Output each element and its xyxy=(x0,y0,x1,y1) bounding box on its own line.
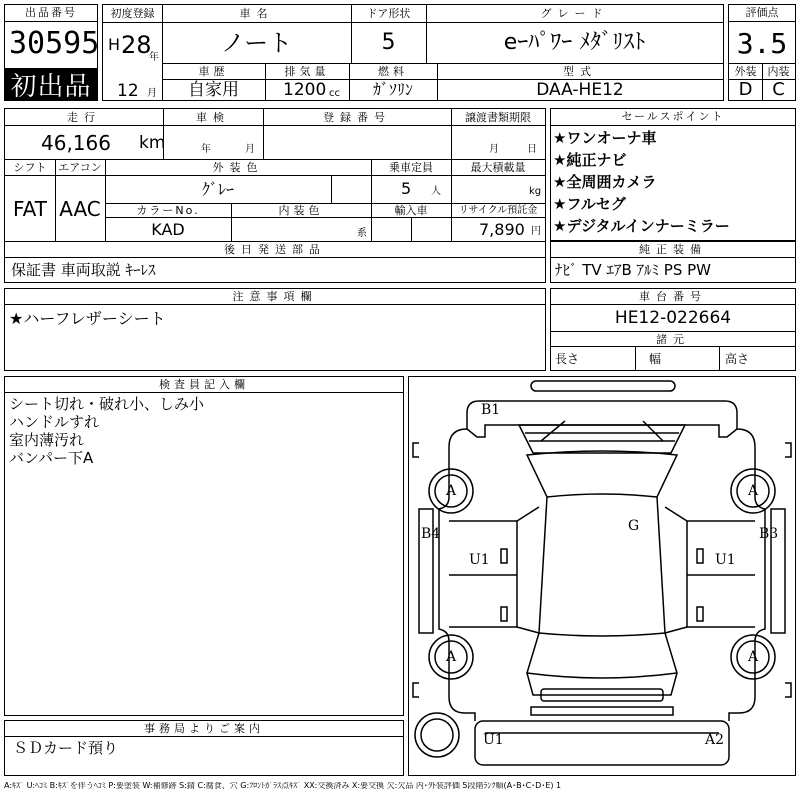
history-label: 車歴 xyxy=(198,65,229,78)
mark-b3: B3 xyxy=(759,526,779,542)
mileage-unit: km xyxy=(139,133,166,153)
import-label: 輸入車 xyxy=(394,204,428,217)
car-name: ノート xyxy=(220,29,293,57)
height-label: 高さ xyxy=(725,352,750,366)
mark-b4: B4 xyxy=(421,526,441,542)
transfer-deadline-label: 譲渡書類期限 xyxy=(465,111,531,124)
color-no-label: カラーNo. xyxy=(136,204,200,217)
exterior-label: 外装 xyxy=(734,65,757,78)
year-unit: 年 xyxy=(149,52,159,63)
transfer-day-unit: 日 xyxy=(527,144,537,155)
car-diagram xyxy=(409,377,795,775)
score-box xyxy=(728,4,796,101)
car-diagram-box xyxy=(408,376,796,776)
mark-g: G xyxy=(628,518,640,534)
model-label: 型式 xyxy=(563,65,597,78)
later-parts-label: 後日発送部品 xyxy=(224,243,326,256)
color-label: 外装色 xyxy=(212,161,264,174)
later-parts: 保証書 車両取説 ｷｰﾚｽ xyxy=(11,261,156,279)
door-label: ドア形状 xyxy=(366,7,411,20)
mark-a2: A2 xyxy=(705,732,725,748)
sales-points-label: セールスポイント xyxy=(551,109,795,126)
genuine-equipment: ﾅﾋﾞ TV ｴｱB ｱﾙﾐ PS PW xyxy=(555,261,711,279)
inspection-year-unit: 年 xyxy=(201,144,211,155)
score: 3.5 xyxy=(736,27,788,60)
car-name-label: 車名 xyxy=(239,7,274,20)
model: DAA-HE12 xyxy=(536,79,624,100)
dims-label: 諸元 xyxy=(656,332,690,346)
mark-u1-left: U1 xyxy=(469,552,490,568)
genuine-equipment-label: 純正装備 xyxy=(551,242,795,258)
sales-point-item: ★純正ナビ xyxy=(553,151,627,169)
mark-u1-right: U1 xyxy=(715,552,736,568)
capacity-label: 乗車定員 xyxy=(389,161,433,174)
recycle-unit: 円 xyxy=(531,226,541,237)
month-unit: 月 xyxy=(147,88,157,99)
max-load-unit: kg xyxy=(529,186,542,197)
displacement-label: 排気量 xyxy=(284,65,330,78)
color: ｸﾞﾚｰ xyxy=(201,179,234,199)
mileage-label: 走行 xyxy=(67,111,101,124)
mark-a-front-right: A xyxy=(748,483,759,499)
lot-number-label: 出品番号 xyxy=(5,5,97,22)
fuel-label: 燃料 xyxy=(378,65,408,78)
sales-points-box xyxy=(550,108,796,241)
lot-number: 30595 xyxy=(9,26,100,61)
reg-number-label: 登録番号 xyxy=(323,111,391,124)
interior-color-label: 内装色 xyxy=(278,204,324,217)
recycle: 7,890 xyxy=(479,220,525,239)
lot-number-box xyxy=(4,4,98,101)
chassis-label: 車台番号 xyxy=(551,289,795,305)
interior-label: 内装 xyxy=(767,65,790,78)
displacement: 1200 xyxy=(283,80,327,100)
office-box xyxy=(4,720,404,776)
ac-label: エアコン xyxy=(58,161,102,174)
notes-box xyxy=(4,288,546,371)
grade: eｰﾊﾟﾜｰ ﾒﾀﾞﾘｽﾄ xyxy=(503,30,646,55)
score-label: 評価点 xyxy=(729,5,795,22)
interior-grade: C xyxy=(772,79,785,100)
history: 自家用 xyxy=(188,79,239,100)
inspector-box xyxy=(4,376,404,716)
capacity-unit: 人 xyxy=(431,186,441,197)
interior-color-unit: 系 xyxy=(357,228,367,239)
length-label: 長さ xyxy=(555,352,580,366)
sales-point-item: ★全周囲カメラ xyxy=(553,173,657,191)
chassis-number: HE12-022664 xyxy=(614,307,732,328)
era: H xyxy=(108,35,121,54)
sales-point-item: ★デジタルインナーミラー xyxy=(553,217,730,235)
genuine-equipment-box xyxy=(550,241,796,283)
ac: AAC xyxy=(59,197,101,221)
grade-label: グレード xyxy=(540,7,609,20)
mark-b1: B1 xyxy=(481,402,501,418)
mark-a-rear-right: A xyxy=(748,649,759,665)
mark-a-rear-left: A xyxy=(446,649,457,665)
first-listing-badge: 初出品 xyxy=(5,68,97,100)
inspector-line: ハンドルすれ xyxy=(9,413,100,431)
displacement-unit: cc xyxy=(329,88,340,99)
width-label: 幅 xyxy=(649,352,662,366)
first-reg-label: 初度登録 xyxy=(110,7,155,20)
sales-point-item: ★フルセグ xyxy=(553,195,626,213)
inspector-line: バンパー下A xyxy=(9,449,94,467)
office-label: 事務局よりご案内 xyxy=(5,721,403,737)
recycle-label: リサイクル預託金 xyxy=(458,204,538,216)
shift: FAT xyxy=(12,197,47,221)
notes-label: 注意事項欄 xyxy=(5,289,545,305)
fuel: ｶﾞｿﾘﾝ xyxy=(372,80,413,99)
legend: A:ｷｽﾞ U:ﾍｺﾐ B:ｷｽﾞを伴うﾍｺﾐ P:要塗装 W:補修跡 S:錆 C:腐食、穴 G:ﾌﾛﾝﾄｶﾞﾗｽ点ｷｽﾞ XX:交換済み X:要交換 欠:欠品 内･外装評価 5段階ﾗﾝｸ順(A･B･C･D･E) 1 xyxy=(4,782,562,790)
notes-text: ★ハーフレザーシート xyxy=(9,309,166,328)
inspection-month-unit: 月 xyxy=(245,144,255,155)
inspector-line: シート切れ・破れ小、しみ小 xyxy=(9,395,205,413)
main-info-box xyxy=(102,4,724,101)
color-no: KAD xyxy=(151,219,185,239)
vehicle-details-box xyxy=(4,108,546,283)
capacity: 5 xyxy=(401,179,412,198)
exterior-grade: D xyxy=(738,79,753,100)
sales-point-item: ★ワンオーナ車 xyxy=(553,129,657,147)
shift-label: シフト xyxy=(13,161,47,174)
doors: 5 xyxy=(381,30,396,55)
mileage: 46,166 xyxy=(41,131,111,155)
chassis-box xyxy=(550,288,796,371)
month: 12 xyxy=(117,81,139,101)
transfer-month-unit: 月 xyxy=(489,144,499,155)
inspector-line: 室内薄汚れ xyxy=(9,431,85,449)
max-load-label: 最大積載量 xyxy=(470,161,526,174)
office-text: ＳＤカード預り xyxy=(13,739,119,757)
mark-u1-bottom: U1 xyxy=(483,732,504,748)
year: 28 xyxy=(121,31,152,59)
mark-a-front-left: A xyxy=(446,483,457,499)
inspection-label: 車検 xyxy=(196,111,230,124)
inspector-label: 検査員記入欄 xyxy=(5,377,403,393)
